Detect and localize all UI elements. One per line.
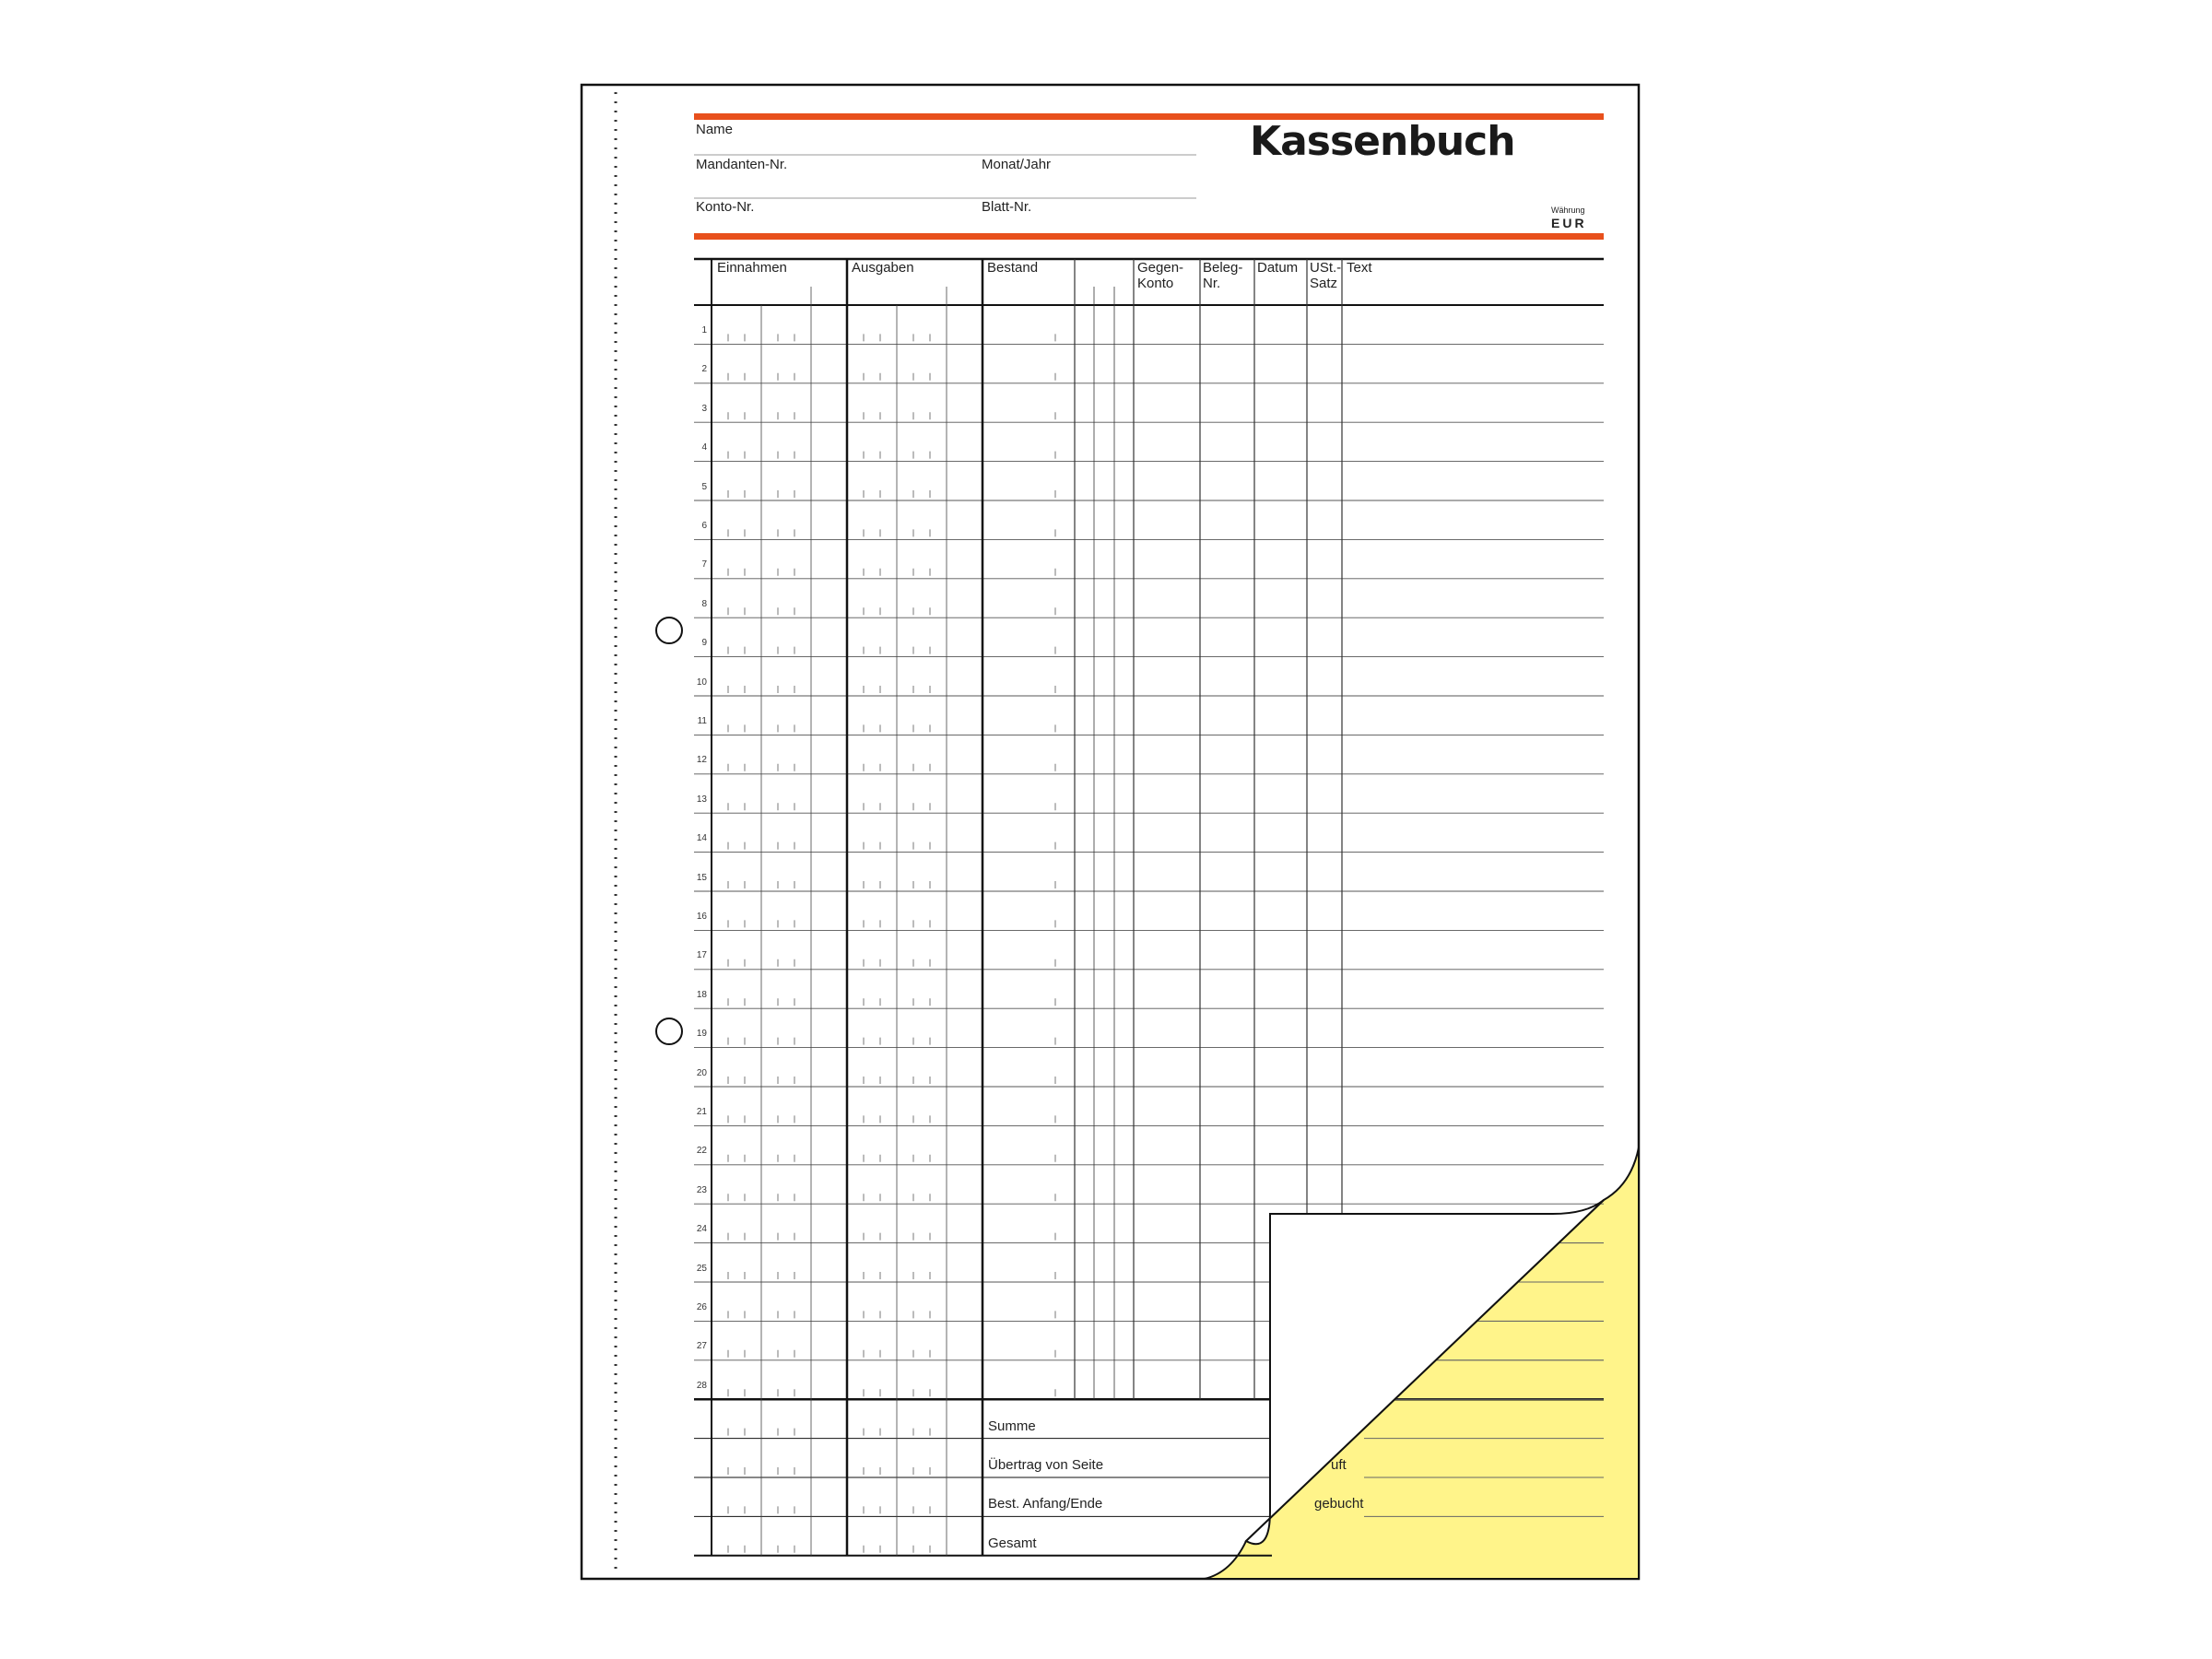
- row-number: 5: [701, 481, 707, 492]
- name-label: Name: [696, 122, 734, 137]
- header-ust: USt.- Satz: [1310, 260, 1342, 291]
- blatt-nr-label: Blatt-Nr.: [982, 199, 1032, 215]
- row-number: 9: [701, 638, 707, 649]
- punch-hole-bottom: [656, 1018, 682, 1044]
- row-number: 3: [701, 403, 707, 414]
- row-number: 20: [696, 1067, 707, 1078]
- orange-bar-bottom: [694, 233, 1604, 240]
- footer-summe: Summe: [988, 1418, 1036, 1434]
- konto-nr-label: Konto-Nr.: [696, 199, 755, 215]
- row-number: 10: [696, 677, 707, 688]
- row-number: 1: [701, 325, 707, 335]
- footer-uebertrag: Übertrag von Seite: [988, 1457, 1104, 1473]
- footer-bestand: Best. Anfang/Ende: [988, 1496, 1103, 1512]
- header-text: Text: [1347, 260, 1372, 276]
- row-number: 4: [701, 442, 707, 453]
- copy-footer-line2: uft: [1331, 1457, 1347, 1473]
- row-number: 17: [696, 950, 707, 961]
- punch-hole-top: [656, 618, 682, 643]
- currency-value: EUR: [1551, 216, 1587, 230]
- row-number: 27: [696, 1341, 707, 1352]
- footer-gesamt: Gesamt: [988, 1535, 1037, 1551]
- header-datum: Datum: [1257, 260, 1299, 276]
- header-einnahmen: Einnahmen: [717, 260, 787, 276]
- row-number: 28: [696, 1380, 707, 1391]
- header-bestand: Bestand: [987, 260, 1039, 276]
- row-number: 14: [696, 833, 707, 844]
- form-title: Kassenbuch: [1250, 118, 1515, 165]
- row-number: 15: [696, 872, 707, 883]
- row-number: 16: [696, 912, 707, 922]
- mandanten-nr-label: Mandanten-Nr.: [696, 157, 788, 172]
- row-number: 11: [697, 716, 707, 726]
- row-number: 8: [701, 598, 707, 609]
- row-number: 6: [701, 521, 707, 531]
- row-number: 7: [701, 559, 707, 571]
- row-number: 24: [696, 1224, 707, 1235]
- monat-jahr-label: Monat/Jahr: [982, 157, 1052, 172]
- row-number: 21: [696, 1107, 707, 1117]
- row-number: 25: [696, 1263, 707, 1274]
- row-number: 19: [696, 1029, 707, 1040]
- row-number: 23: [696, 1184, 707, 1195]
- header-gegenkonto: Gegen- Konto: [1137, 260, 1184, 291]
- row-number: 2: [701, 364, 707, 375]
- copy-footer-line3: gebucht: [1314, 1496, 1364, 1512]
- row-number: 18: [696, 989, 707, 1000]
- row-number: 13: [696, 794, 707, 805]
- row-number: 22: [696, 1146, 707, 1157]
- header-ausgaben: Ausgaben: [852, 260, 914, 276]
- header-belegnr: Beleg- Nr.: [1203, 260, 1243, 291]
- row-number: 26: [696, 1302, 707, 1312]
- currency-label: Währung: [1551, 206, 1585, 215]
- row-number: 12: [696, 755, 707, 766]
